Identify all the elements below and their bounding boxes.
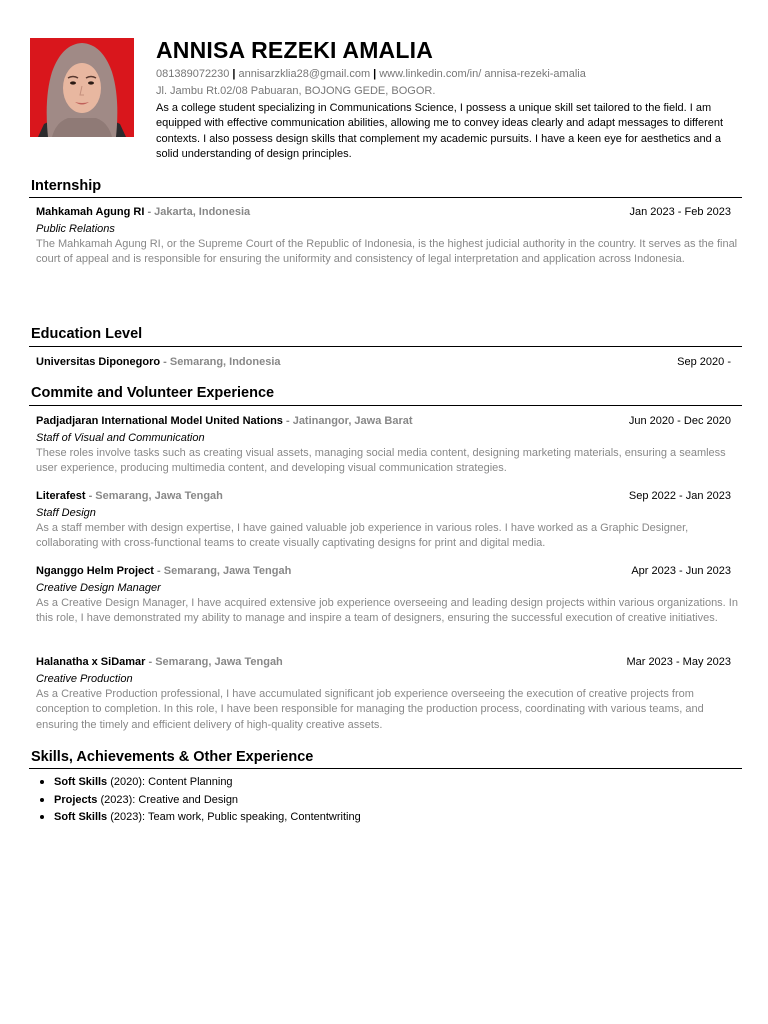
email-link[interactable]: annisarzklia28@gmail.com — [238, 68, 371, 80]
skill-category: Projects — [54, 793, 98, 806]
section-title-internship: Internship — [31, 178, 102, 194]
list-item — [36, 793, 361, 811]
organization-location: - Semarang, Jawa Tengah — [85, 490, 223, 502]
internship-entry — [36, 205, 738, 268]
address: Jl. Jambu Rt.02/08 Pabuaran, BOJONG GEDE, BOGOR. — [156, 85, 436, 97]
section-divider — [29, 197, 742, 198]
candidate-name: ANNISA REZEKI AMALIA — [156, 37, 434, 63]
skill-detail: (2023): Team work, Public speaking, Contentwriting — [107, 811, 361, 824]
organization-name: Mahkamah Agung RI — [36, 206, 145, 218]
phone-number: 081389072230 — [156, 68, 230, 80]
section-title-volunteer: Commite and Volunteer Experience — [31, 385, 275, 401]
contact-separator: | — [373, 68, 377, 80]
organization-location: - Semarang, Jawa Tengah — [145, 656, 283, 668]
date-range: Sep 2020 - — [677, 356, 731, 368]
skills-list — [36, 775, 361, 828]
institution-name: Universitas Diponegoro — [36, 356, 161, 368]
job-description: As a Creative Design Manager, I have acquired extensive job experience overseeing and leading design projects within various organizations. In this role, I have demonstrated my ability to manage and inspire a team of designers, ensuring the successful execution of creative initiatives. — [36, 597, 738, 625]
volunteer-entry — [36, 489, 733, 552]
date-range: Apr 2023 - Jun 2023 — [631, 565, 731, 577]
list-item — [36, 775, 361, 793]
organization-location: - Jatinangor, Jawa Barat — [282, 415, 413, 427]
job-description: As a staff member with design expertise, I have gained valuable job experience in various roles. I have worked as a Graphic Designer, collaborating with cross-functional teams to create visually captivating designs for print and digital media. — [36, 522, 689, 550]
linkedin-link[interactable]: www.linkedin.com/in/ annisa-rezeki-amalia — [379, 68, 586, 80]
job-description: As a Creative Production professional, I have accumulated significant job experience overseeing the execution of creative projects from conception to completion. In this role, I have been responsible for managing the production process, coordinating with various teams, and ensuring the timely and efficient delivery of high-quality creative assets. — [36, 688, 704, 731]
institution-location: - Semarang, Indonesia — [160, 356, 281, 368]
organization-name: Padjadjaran International Model United Nations — [36, 415, 283, 427]
organization-name: Nganggo Helm Project — [36, 565, 154, 577]
skill-detail: (2020): Content Planning — [107, 776, 233, 788]
section-divider — [29, 768, 742, 769]
bullet-icon — [40, 815, 44, 819]
volunteer-entry — [36, 655, 733, 733]
job-role: Public Relations — [36, 223, 115, 235]
date-range: Mar 2023 - May 2023 — [626, 656, 731, 668]
job-role: Creative Production — [36, 673, 133, 685]
date-range: Jun 2020 - Dec 2020 — [628, 415, 731, 427]
organization-location: - Jakarta, Indonesia — [144, 206, 251, 218]
organization-name: Literafest — [36, 490, 86, 502]
profile-summary: As a college student specializing in Communications Science, I possess a unique skill set tailored to the field. I am equipped with effective communication abilities, allowing me to convey ideas clearly and adapt messages to different contexts. I also possess design skills that complement my academic pursuits. I have a keen eye for aesthetics and a solid understanding of design principles. — [156, 102, 724, 161]
contact-line — [156, 68, 586, 80]
skill-detail: (2023): Creative and Design — [97, 793, 239, 806]
section-title-skills: Skills, Achievements & Other Experience — [31, 749, 314, 765]
job-role: Staff Design — [36, 507, 96, 519]
volunteer-entry — [36, 564, 738, 627]
education-entry — [36, 355, 733, 370]
section-divider — [29, 346, 742, 347]
job-description: The Mahkamah Agung RI, or the Supreme Court of the Republic of Indonesia, is the highest judicial authority in the country. It serves as the final court of appeal and is responsible for ensuring the uniformity and consistency of legal interpretation and application across Indonesia. — [36, 238, 738, 266]
profile-photo — [30, 38, 134, 137]
date-range: Sep 2022 - Jan 2023 — [628, 490, 731, 502]
section-title-education: Education Level — [31, 326, 143, 342]
bullet-icon — [40, 780, 44, 784]
organization-location: - Semarang, Jawa Tengah — [153, 565, 292, 577]
job-role: Creative Design Manager — [36, 582, 161, 594]
skill-category: Soft Skills — [54, 776, 108, 788]
section-divider — [29, 405, 742, 406]
bullet-icon — [40, 798, 44, 802]
skill-category: Soft Skills — [54, 811, 108, 824]
contact-separator: | — [232, 68, 236, 80]
list-item — [36, 810, 361, 828]
organization-name: Halanatha x SiDamar — [36, 656, 146, 668]
volunteer-entry — [36, 414, 733, 477]
date-range: Jan 2023 - Feb 2023 — [629, 206, 731, 218]
job-role: Staff of Visual and Communication — [36, 432, 205, 444]
job-description: These roles involve tasks such as creating visual assets, managing social media content, designing marketing materials, ensuring a seamless user experience, producing multimedia content, and developing visual communication strategies. — [36, 447, 726, 475]
